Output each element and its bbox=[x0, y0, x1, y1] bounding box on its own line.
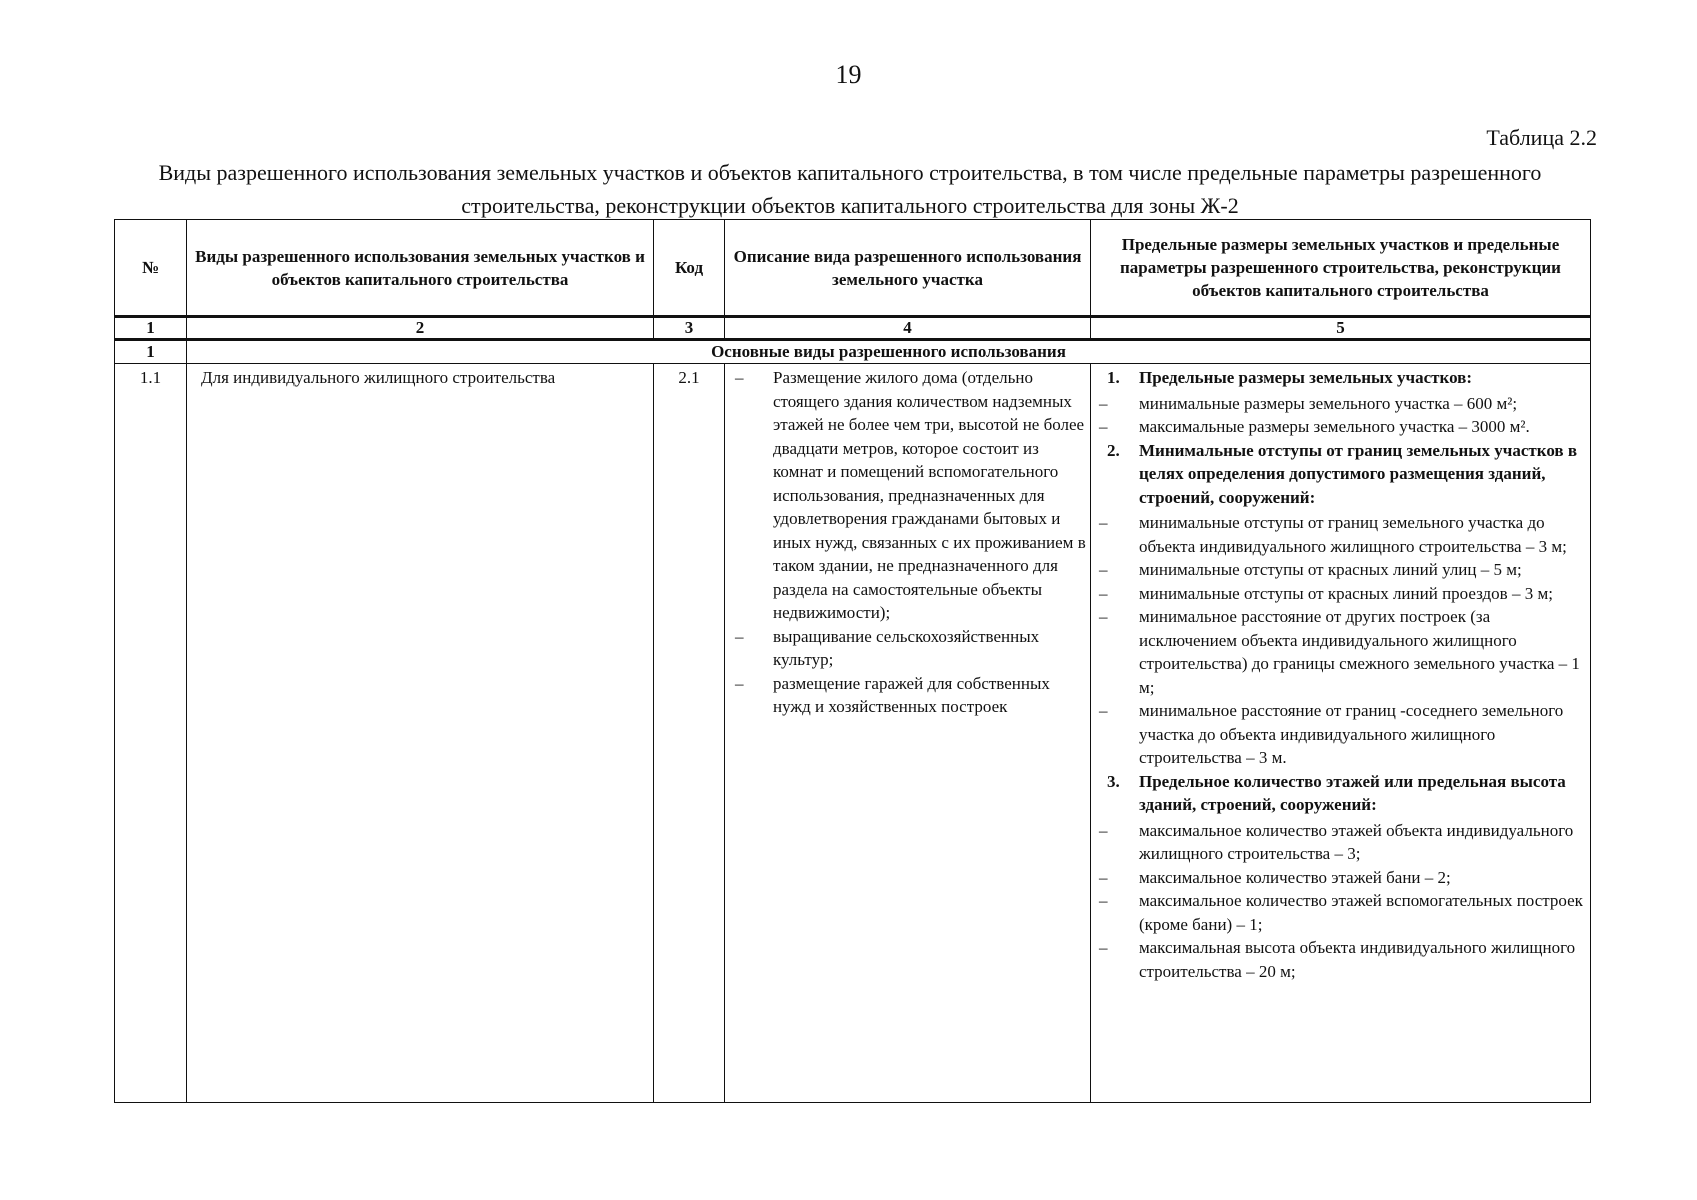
column-number: 3 bbox=[654, 317, 725, 340]
section-number: 1 bbox=[115, 340, 187, 364]
section-title: Основные виды разрешенного использования bbox=[187, 340, 1591, 364]
section-row bbox=[115, 340, 1591, 364]
row-description bbox=[725, 364, 1091, 1103]
dash-bullet: – bbox=[1099, 560, 1108, 579]
header-number: № bbox=[115, 220, 187, 317]
limits-item: – максимальные размеры земельного участка – 3000 м². bbox=[1095, 415, 1586, 439]
zoning-table bbox=[114, 219, 1591, 1103]
header-use-type: Виды разрешенного использования земельных участков и объектов капитального строительства bbox=[187, 220, 654, 317]
limits-item: – минимальные размеры земельного участка – 600 м²; bbox=[1095, 392, 1586, 416]
limits-item: – максимальное количество этажей вспомогательных построек (кроме бани) – 1; bbox=[1099, 891, 1583, 934]
limits-section-title: 2. Минимальные отступы от границ земельных участков в целях определения допустимого размещения зданий, строений, сооружений: bbox=[1107, 440, 1578, 507]
limits-section-title: 3. Предельное количество этажей или предельная высота зданий, строений, сооружений: bbox=[1107, 771, 1566, 814]
limits-item: – максимальное количество этажей бани – 2; bbox=[1095, 866, 1586, 890]
description-item: – выращивание сельскохозяйственных культур; bbox=[735, 626, 1040, 669]
dash-bullet: – bbox=[1099, 820, 1108, 840]
dash-bullet: – bbox=[1099, 701, 1108, 720]
header-code: Код bbox=[654, 220, 725, 317]
column-number: 2 bbox=[187, 317, 654, 340]
limits-item: – максимальная высота объекта индивидуального жилищного строительства – 20 м; bbox=[1099, 938, 1576, 981]
dash-bullet: – bbox=[1099, 393, 1108, 413]
table-title: Виды разрешенного использования земельных участков и объектов капитального строительства, в том числе предельные параметры разрешенного строительства, реконструкции объектов капитального строительства для зоны Ж-2 bbox=[158, 160, 1542, 218]
limits-item: – минимальные отступы от красных линий проездов – 3 м; bbox=[1095, 582, 1586, 606]
limits-item: – минимальное расстояние от других построек (за исключением объекта индивидуального жилищного строительства) до границы смежного земельного участка – 1 м; bbox=[1099, 607, 1580, 697]
header-limits: Предельные размеры земельных участков и предельные параметры разрешенного строительства, реконструкции объектов капитального строительства bbox=[1091, 220, 1591, 317]
table-label: Таблица 2.2 bbox=[1486, 125, 1597, 150]
limits-item: – минимальные отступы от границ земельного участка до объекта индивидуального жилищного строительства – 3 м; bbox=[1099, 513, 1567, 556]
header-description: Описание вида разрешенного использования земельного участка bbox=[725, 220, 1091, 317]
dash-bullet: – bbox=[1099, 583, 1108, 603]
limits-section-title: 1. Предельные размеры земельных участков: bbox=[1107, 368, 1473, 387]
page-number: 19 bbox=[835, 60, 862, 89]
column-number: 1 bbox=[115, 317, 187, 340]
row-use-type: Для индивидуального жилищного строительства bbox=[187, 364, 654, 1103]
dash-bullet: – bbox=[735, 673, 744, 693]
column-number: 4 bbox=[725, 317, 1091, 340]
row-limits bbox=[1091, 364, 1591, 1103]
dash-bullet: – bbox=[1099, 513, 1108, 532]
dash-bullet: – bbox=[735, 626, 744, 646]
row-code: 2.1 bbox=[654, 364, 725, 1103]
description-item: – Размещение жилого дома (отдельно стоящего здания количеством надземных этажей не более чем три, высотой не более двадцати метров, которое состоит из комнат и помещений вспомогательного использования, предназначенных для удовлетворения гражданами бытовых и иных нужд, связанных с их проживанием в таком здании, не предназначенного для раздела на самостоятельные объекты недвижимости); bbox=[735, 368, 1086, 622]
limits-item: – минимальные отступы от красных линий улиц – 5 м; bbox=[1095, 558, 1586, 582]
dash-bullet: – bbox=[1099, 607, 1108, 626]
table-row bbox=[115, 364, 1591, 1103]
column-number: 5 bbox=[1091, 317, 1591, 340]
header-row bbox=[115, 220, 1591, 317]
limits-item: – максимальное количество этажей объекта индивидуального жилищного строительства – 3; bbox=[1099, 820, 1574, 863]
dash-bullet: – bbox=[1099, 938, 1108, 957]
limits-item: – минимальное расстояние от границ -соседнего земельного участка до объекта индивидуального жилищного строительства – 3 м. bbox=[1099, 701, 1564, 767]
description-item: – размещение гаражей для собственных нужд и хозяйственных построек bbox=[735, 673, 1050, 716]
dash-bullet: – bbox=[1099, 891, 1108, 910]
dash-bullet: – bbox=[1099, 867, 1108, 887]
column-number-row bbox=[115, 317, 1591, 340]
dash-bullet: – bbox=[1099, 417, 1108, 436]
dash-bullet: – bbox=[735, 368, 744, 387]
row-number: 1.1 bbox=[115, 364, 187, 1103]
